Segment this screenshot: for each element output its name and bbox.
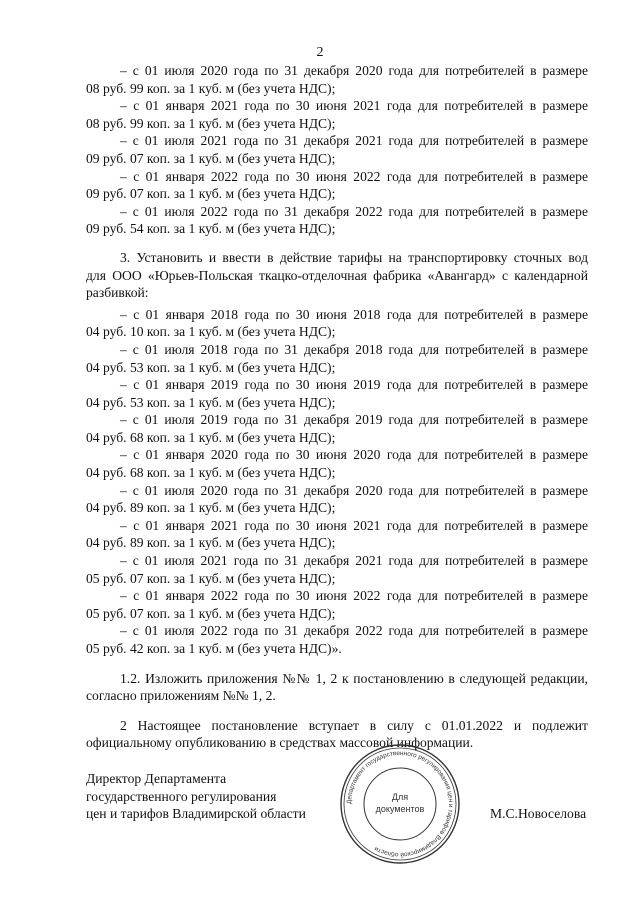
tariff-rate: 04 руб. 53 коп. за 1 куб. м (без учета НДС); [86, 359, 336, 375]
tariff-period: – с 01 июля 2022 года по 31 декабря 2022 года для потребителей в размере [120, 203, 588, 219]
signatory-name: М.С.Новоселова [490, 806, 587, 821]
tariff-period: – с 01 июля 2020 года по 31 декабря 2020 года для потребителей в размере [120, 63, 588, 78]
document-body [86, 62, 588, 752]
clause-1-2 [86, 670, 588, 705]
tariff-period: – с 01 января 2018 года по 30 июня 2018 года для потребителей в размере [120, 306, 588, 322]
tariff-rate: 09 руб. 54 коп. за 1 куб. м (без учета НДС); [86, 221, 336, 237]
tariff-rate: 05 руб. 42 коп. за 1 куб. м (без учета НДС)». [86, 641, 342, 656]
tariff-rate: 09 руб. 07 коп. за 1 куб. м (без учета НДС); [86, 150, 336, 166]
tariff-period: – с 01 января 2021 года по 30 июня 2021 года для потребителей в размере [120, 517, 588, 533]
signatory-title-line: Директор Департамента [86, 771, 227, 786]
clause-line: согласно приложениям №№ 1, 2. [86, 688, 276, 704]
section-3-line: для ООО «Юрьев-Польская ткацко-отделочная фабрика «Авангард» с календарной [86, 267, 588, 283]
tariff-item [86, 411, 588, 446]
tariff-item [86, 517, 588, 552]
tariff-period: – с 01 января 2022 года по 30 июня 2022 года для потребителей в размере [120, 168, 588, 184]
tariff-item [86, 482, 588, 517]
tariff-item [86, 552, 588, 587]
tariff-item [86, 376, 588, 411]
signatory-title-line: государственного регулирования [86, 788, 277, 804]
tariff-rate: 05 руб. 07 коп. за 1 куб. м (без учета НДС); [86, 605, 336, 621]
tariff-rate: 05 руб. 07 коп. за 1 куб. м (без учета НДС); [86, 570, 336, 586]
tariff-item [86, 341, 588, 376]
signatory-title [86, 770, 306, 823]
clause-line: официальному опубликованию в средствах массовой информации. [86, 735, 474, 751]
stamp-center-line: документов [375, 804, 425, 814]
tariff-item [86, 168, 588, 203]
official-stamp [338, 742, 462, 866]
tariff-period: – с 01 января 2021 года по 30 июня 2021 года для потребителей в размере [120, 98, 588, 114]
tariff-item [86, 306, 588, 341]
tariff-period: – с 01 января 2020 года по 30 июня 2020 года для потребителей в размере [120, 447, 588, 463]
intro-tariff-list [86, 62, 588, 238]
tariff-period: – с 01 июля 2019 года по 31 декабря 2019 года для потребителей в размере [120, 412, 588, 428]
clause-line: 2 Настоящее постановление вступает в силу с 01.01.2022 и подлежит [120, 717, 588, 733]
section-3-tariff-list [86, 306, 588, 658]
signatory-title-line: цен и тарифов Владимирской области [86, 806, 306, 822]
tariff-rate: 04 руб. 68 коп. за 1 куб. м (без учета НДС); [86, 429, 336, 445]
tariff-period: – с 01 июля 2021 года по 31 декабря 2021 года для потребителей в размере [120, 553, 588, 569]
tariff-item [86, 203, 588, 238]
tariff-item [86, 446, 588, 481]
tariff-period: – с 01 июля 2021 года по 31 декабря 2021 года для потребителей в размере [120, 133, 588, 149]
tariff-period: – с 01 января 2019 года по 30 июня 2019 года для потребителей в размере [120, 377, 588, 393]
tariff-item [86, 587, 588, 622]
page-number: 2 [316, 45, 324, 60]
tariff-item [86, 132, 588, 167]
tariff-rate: 04 руб. 53 коп. за 1 куб. м (без учета НДС); [86, 394, 336, 410]
tariff-period: – с 01 июля 2018 года по 31 декабря 2018 года для потребителей в размере [120, 341, 588, 357]
clause-2 [86, 717, 588, 752]
tariff-rate: 08 руб. 99 коп. за 1 куб. м (без учета НДС); [86, 115, 336, 131]
tariff-rate: 04 руб. 10 коп. за 1 куб. м (без учета НДС); [86, 324, 336, 340]
tariff-rate: 04 руб. 89 коп. за 1 куб. м (без учета НДС); [86, 500, 336, 516]
tariff-period: – с 01 июля 2022 года по 31 декабря 2022 года для потребителей в размере [120, 623, 588, 639]
tariff-period: – с 01 января 2022 года по 30 июня 2022 года для потребителей в размере [120, 588, 588, 604]
clause-line: 1.2. Изложить приложения №№ 1, 2 к постановлению в следующей редакции, [120, 670, 588, 686]
tariff-period: – с 01 июля 2020 года по 31 декабря 2020 года для потребителей в размере [120, 482, 588, 498]
tariff-item [86, 622, 588, 657]
section-3-line: разбивкой: [86, 285, 149, 301]
section-3-line: 3. Установить и ввести в действие тарифы на транспортировку сточных вод [120, 249, 588, 265]
tariff-item [86, 97, 588, 132]
tariff-rate: 04 руб. 68 коп. за 1 куб. м (без учета НДС); [86, 465, 336, 481]
section-3-heading [86, 249, 588, 302]
stamp-ring-text: Департамент государственного регулирования цен и тарифов Владимирской области [345, 749, 455, 859]
tariff-rate: 04 руб. 89 коп. за 1 куб. м (без учета НДС); [86, 535, 336, 551]
tariff-rate: 08 руб. 99 коп. за 1 куб. м (без учета НДС); [86, 80, 336, 96]
stamp-center-line: Для [391, 792, 409, 802]
tariff-item [86, 62, 588, 97]
tariff-rate: 09 руб. 07 коп. за 1 куб. м (без учета НДС); [86, 186, 336, 202]
